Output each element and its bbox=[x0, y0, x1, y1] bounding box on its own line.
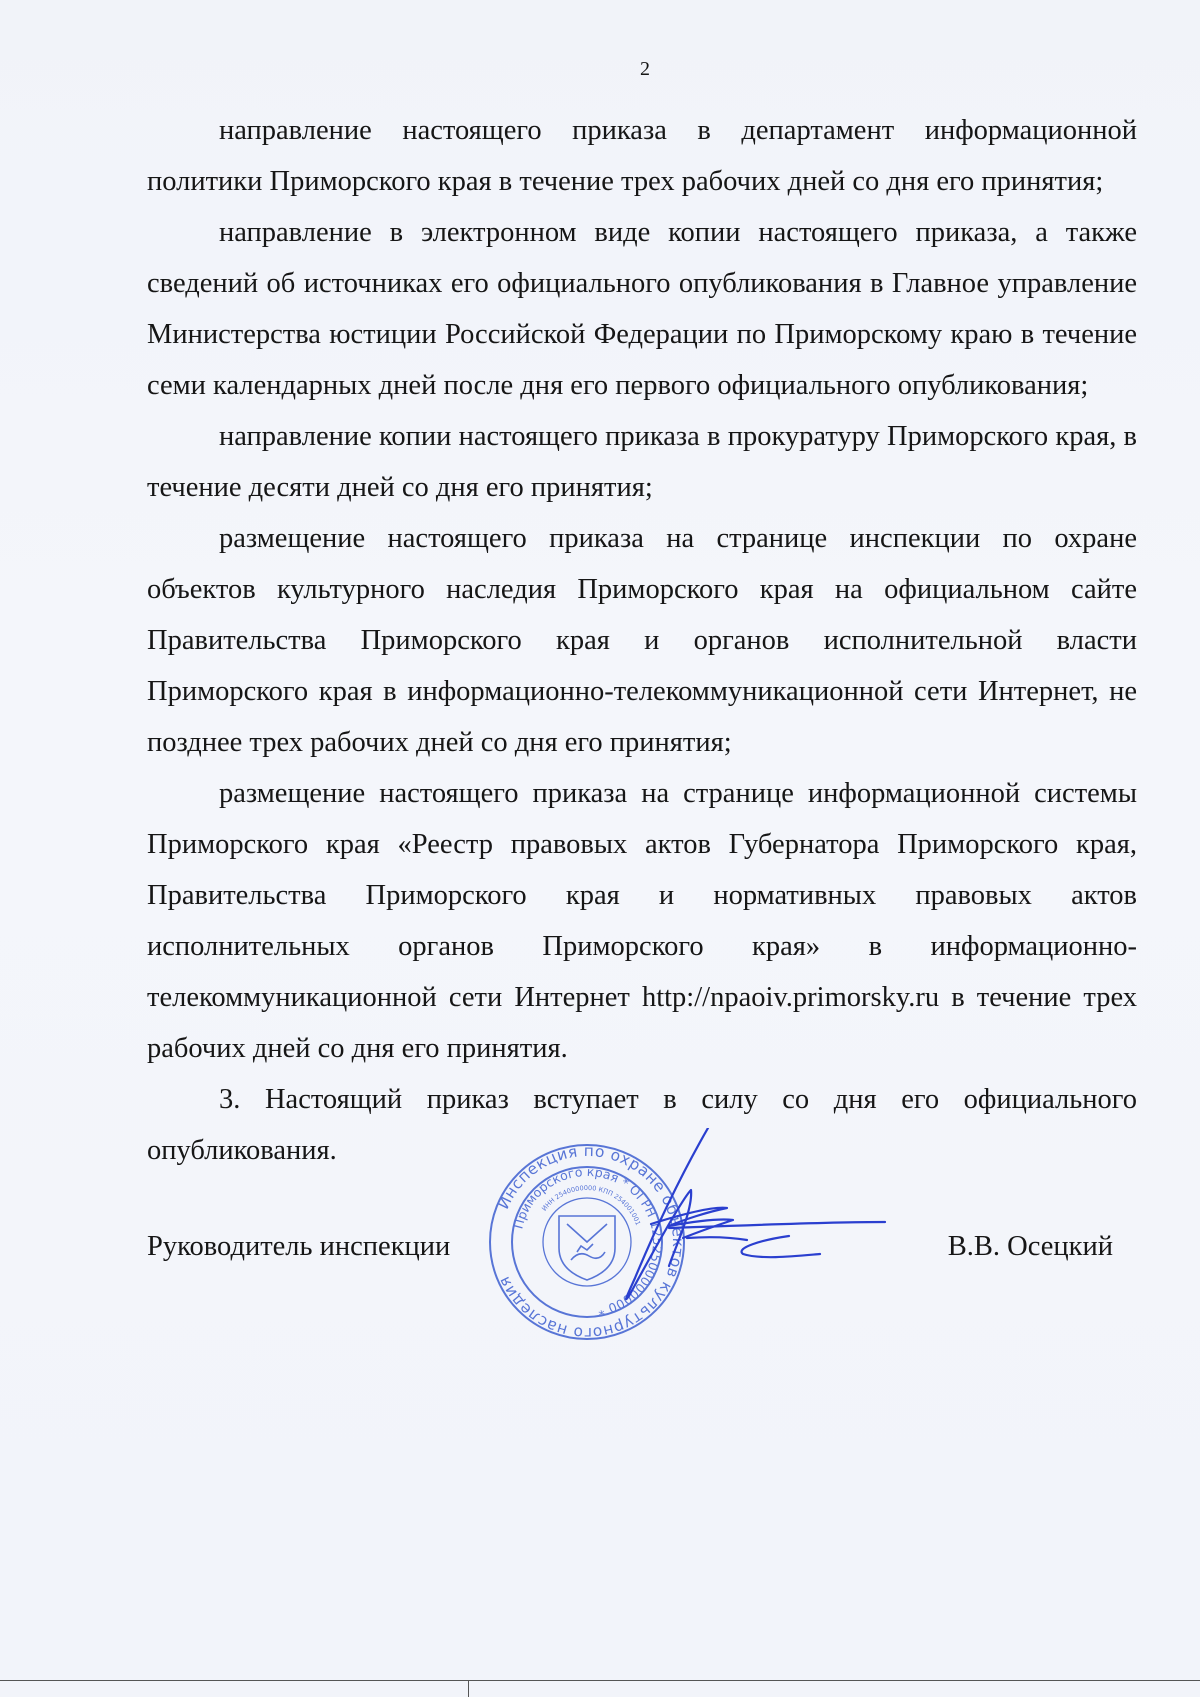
document-body bbox=[147, 105, 1137, 1176]
handwritten-signature bbox=[565, 1128, 965, 1308]
signer-position: Руководитель инспекции bbox=[147, 1231, 451, 1262]
paragraph: размещение настоящего приказа на странице инспекции по охране объектов культурного наследия Приморского края на официальном сайте Правительства Приморского края и органов исполнительной власти Приморского края в информационно-телекоммуникационной сети Интернет, не позднее трех рабочих дней со дня его принятия; bbox=[147, 523, 1137, 758]
paragraph: направление копии настоящего приказа в прокуратуру Приморского края, в течение десяти дней со дня его принятия; bbox=[147, 421, 1137, 503]
paragraph: направление настоящего приказа в департамент информационной политики Приморского края в течение трех рабочих дней со дня его принятия; bbox=[147, 115, 1137, 197]
paragraph: 3. Настоящий приказ вступает в силу со дня его официального опубликования. bbox=[147, 1084, 1137, 1166]
stamp-outer-text: Инспекция по охране объектов культурного наследия bbox=[494, 1142, 687, 1342]
page-number: 2 bbox=[640, 58, 650, 80]
bottom-rule-tick bbox=[468, 1680, 469, 1697]
paragraph: размещение настоящего приказа на странице информационной системы Приморского края «Реестр правовых актов Губернатора Приморского края, Правительства Приморского края и нормативных правовых актов исполнительных органов Приморского края» в информационно-телекоммуникационной сети Интернет http://npaoiv.primorsky.ru в течение трех рабочих дней со дня его принятия. bbox=[147, 778, 1137, 1064]
signature-block bbox=[147, 1222, 1137, 1272]
paragraph: направление в электронном виде копии настоящего приказа, а также сведений об источниках его официального опубликования в Главное управление Министерства юстиции Российской Федерации по Приморскому краю в течение семи календарных дней после дня его первого официального опубликования; bbox=[147, 217, 1137, 401]
stamp-small-text: ИНН 2540000000 КПП 254001001 bbox=[540, 1183, 643, 1227]
signer-name: В.В. Осецкий bbox=[947, 1231, 1113, 1262]
stamp-inner-text: Приморского края * ОГРН 1252500000000 * bbox=[510, 1163, 666, 1320]
bottom-rule bbox=[0, 1680, 1200, 1681]
